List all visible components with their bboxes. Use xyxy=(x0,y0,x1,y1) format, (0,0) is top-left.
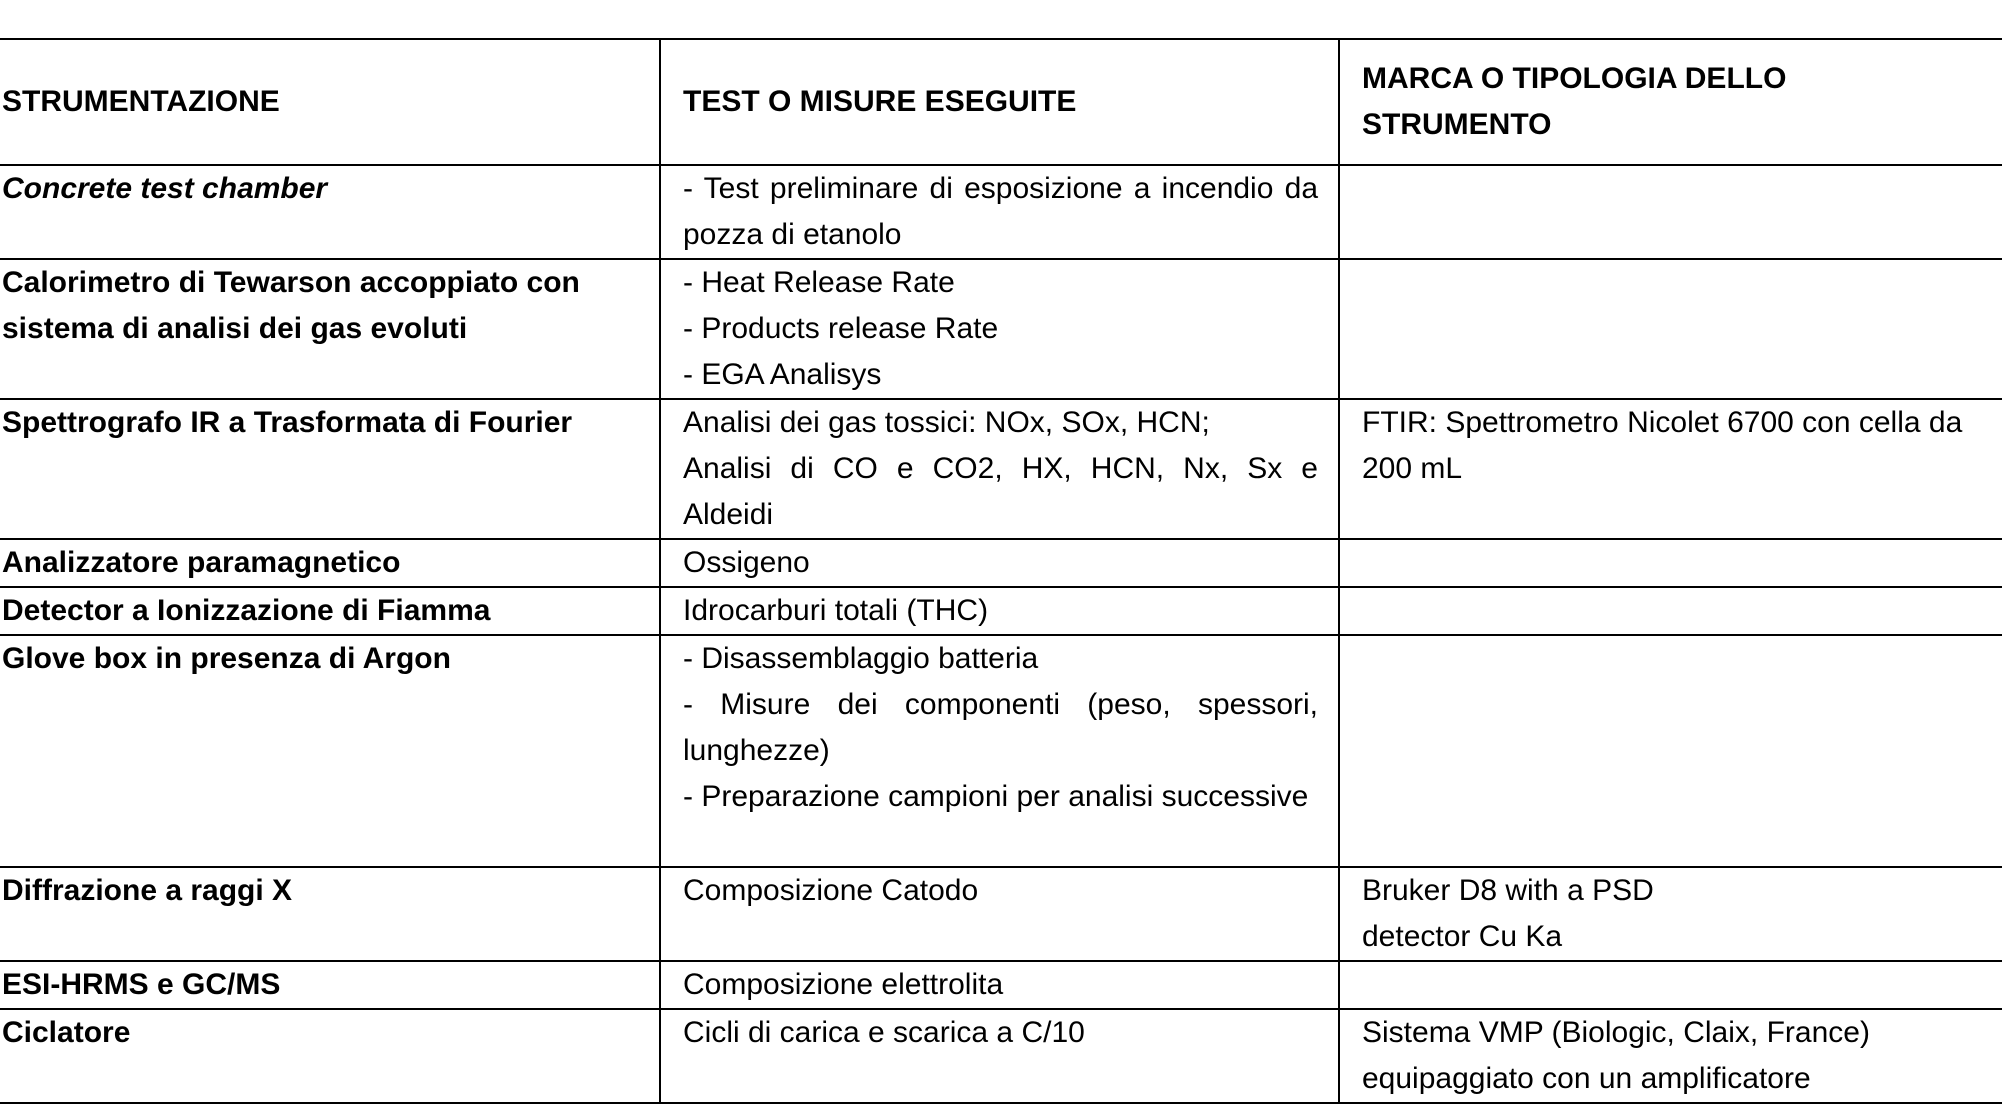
brand-cell xyxy=(1339,867,2002,961)
test-line: Ossigeno xyxy=(683,546,810,579)
brand-cell xyxy=(1339,635,2002,867)
test-line: - Test preliminare di esposizione a incendio da pozza di etanolo xyxy=(683,172,1318,251)
instrument-cell: Ciclatore xyxy=(0,1009,660,1103)
instrument-cell: Diffrazione a raggi X xyxy=(0,867,660,961)
brand-cell xyxy=(1339,165,2002,259)
header-strumentazione: STRUMENTAZIONE xyxy=(0,39,660,165)
instrument-cell: Analizzatore paramagnetico xyxy=(0,539,660,587)
instrument-cell: Calorimetro di Tewarson accoppiato con sistema di analisi dei gas evoluti xyxy=(0,259,660,399)
brand-cell xyxy=(1339,259,2002,399)
test-line: - Misure dei componenti (peso, spessori, lunghezze) xyxy=(683,688,1318,767)
tests-cell xyxy=(660,165,1339,259)
table-row xyxy=(0,399,2002,539)
table-header xyxy=(0,39,2002,165)
test-line: - Preparazione campioni per analisi successive xyxy=(683,780,1309,813)
tests-cell xyxy=(660,259,1339,399)
tests-cell xyxy=(660,1009,1339,1103)
table-row xyxy=(0,259,2002,399)
test-line: - EGA Analisys xyxy=(683,358,882,391)
brand-cell: FTIR: Spettrometro Nicolet 6700 con cella da 200 mL xyxy=(1339,399,2002,539)
test-line: Composizione elettrolita xyxy=(683,968,1004,1001)
instrument-cell: ESI-HRMS e GC/MS xyxy=(0,961,660,1009)
table-body xyxy=(0,165,2002,1103)
brand-line: Bruker D8 with a PSD xyxy=(1362,874,1654,907)
tests-cell xyxy=(660,399,1339,539)
table-row xyxy=(0,587,2002,635)
tests-cell xyxy=(660,539,1339,587)
test-line: Composizione Catodo xyxy=(683,874,979,907)
test-line: Analisi di CO e CO2, HX, HCN, Nx, Sx e Aldeidi xyxy=(683,452,1318,531)
instrument-cell: Detector a Ionizzazione di Fiamma xyxy=(0,587,660,635)
brand-cell xyxy=(1339,961,2002,1009)
test-line: Idrocarburi totali (THC) xyxy=(683,594,989,627)
instrumentation-table xyxy=(0,38,2002,1104)
table-row xyxy=(0,1009,2002,1103)
test-line: - Disassemblaggio batteria xyxy=(683,642,1039,675)
tests-cell xyxy=(660,635,1339,867)
instrument-cell: Spettrografo IR a Trasformata di Fourier xyxy=(0,399,660,539)
table-row xyxy=(0,539,2002,587)
tests-cell xyxy=(660,867,1339,961)
brand-line: detector Cu Ka xyxy=(1362,920,1563,953)
brand-cell: Sistema VMP (Biologic, Claix, France) equipaggiato con un amplificatore xyxy=(1339,1009,2002,1103)
header-marca-tipologia: MARCA O TIPOLOGIA DELLO STRUMENTO xyxy=(1339,39,2002,165)
header-row xyxy=(0,39,2002,165)
table-row xyxy=(0,867,2002,961)
test-line: - Heat Release Rate xyxy=(683,266,955,299)
header-test-misure: TEST O MISURE ESEGUITE xyxy=(660,39,1339,165)
instrument-cell: Concrete test chamber xyxy=(0,165,660,259)
brand-cell xyxy=(1339,539,2002,587)
tests-cell xyxy=(660,587,1339,635)
instrument-cell: Glove box in presenza di Argon xyxy=(0,635,660,867)
test-line: Cicli di carica e scarica a C/10 xyxy=(683,1016,1085,1049)
test-line: - Products release Rate xyxy=(683,312,999,345)
table-row xyxy=(0,961,2002,1009)
tests-cell xyxy=(660,961,1339,1009)
test-line: Analisi dei gas tossici: NOx, SOx, HCN; xyxy=(683,406,1210,439)
table-row xyxy=(0,635,2002,867)
table-row xyxy=(0,165,2002,259)
brand-cell xyxy=(1339,587,2002,635)
